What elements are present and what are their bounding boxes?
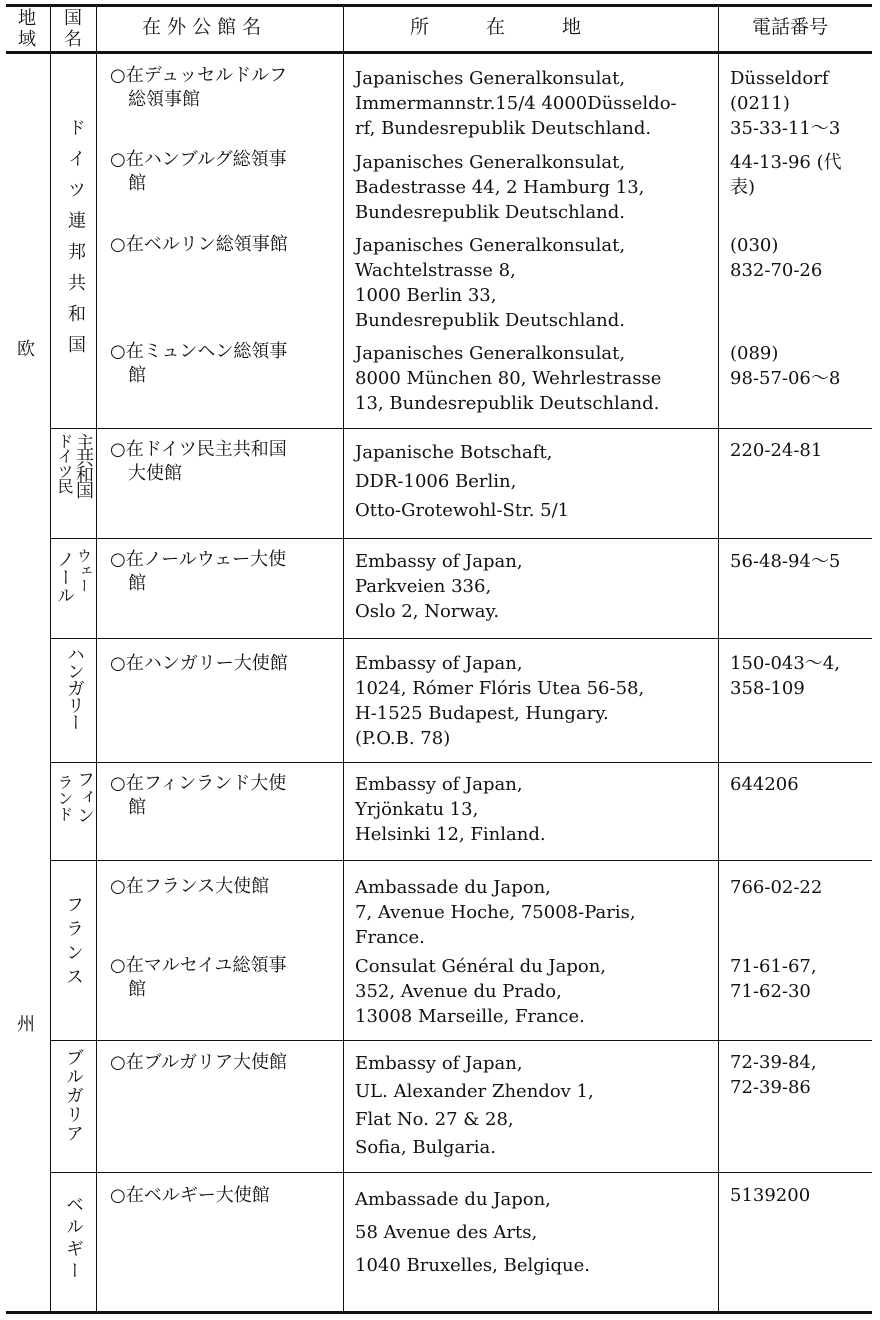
mission-phone: 71-61-67, 71-62-30 (730, 956, 817, 1002)
country-name: ドイツ連邦共和国 (65, 118, 86, 366)
col-rule-country (96, 4, 97, 1312)
mission-name: ○在ハンブルグ総領事 館 (110, 149, 287, 194)
mission-address: Embassy of Japan, Parkveien 336, Oslo 2, Norway. (355, 551, 523, 622)
mission-name: ○在フィンランド大使 館 (110, 773, 287, 818)
table-bottom-rule (6, 1311, 872, 1314)
mission-phone: 5139200 (730, 1185, 811, 1206)
col-rule-address (718, 4, 719, 1312)
country-name: ウェー (75, 548, 93, 593)
col-rule-region (50, 4, 51, 1312)
mission-phone: 644206 (730, 774, 799, 795)
group-rule (51, 638, 872, 639)
header-location: 所 在 地 (410, 16, 582, 38)
mission-name: ○在ドイツ民主共和国 大使館 (110, 439, 287, 484)
header-bottom-rule (6, 51, 872, 54)
mission-phone: 72-39-84, 72-39-86 (730, 1052, 817, 1098)
mission-address: Embassy of Japan, Yrjönkatu 13, Helsinki 12, Finland. (355, 774, 546, 845)
mission-address: Japanisches Generalkonsulat, Badestrasse 44, 2 Hamburg 13, Bundesrepublik Deutschland. (355, 152, 645, 223)
mission-address: Consulat Général du Japon, 352, Avenue du Prado, 13008 Marseille, France. (355, 956, 607, 1027)
mission-address: Embassy of Japan, 1024, Rómer Flóris Utea 56-58, H-1525 Budapest, Hungary. (P.O.B. 78) (355, 653, 645, 749)
group-rule (51, 860, 872, 861)
header-country: 国 名 (64, 8, 82, 50)
mission-phone: (030) 832-70-26 (730, 235, 823, 281)
mission-name: ○在マルセイユ総領事 館 (110, 955, 287, 1000)
mission-address: Embassy of Japan, UL. Alexander Zhendov 1, Flat No. 27 & 28, Sofia, Bulgaria. (355, 1053, 594, 1158)
country-name: ベルギー (63, 1195, 84, 1283)
mission-address: Ambassade du Japon, 58 Avenue des Arts, 1040 Bruxelles, Belgique. (355, 1189, 591, 1276)
group-rule (51, 1040, 872, 1041)
country-name: フランス (63, 895, 84, 991)
mission-phone: 44-13-96 (代 表) (730, 152, 842, 198)
mission-name: ○在ベルギー大使館 (110, 1185, 270, 1206)
mission-address: Japanisches Generalkonsulat, Immermannstr.15/4 4000Düsseldo- rf, Bundesrepublik Deutschland. (355, 68, 677, 139)
mission-name: ○在ベルリン総領事館 (110, 234, 288, 255)
country-name: ブルガリア (63, 1048, 84, 1143)
table-top-rule (6, 4, 872, 7)
country-name: ハンガリー (64, 645, 85, 730)
region-label: 州 (17, 1014, 35, 1035)
country-name: 主共和国 (73, 433, 94, 497)
mission-name: ○在ハンガリー大使館 (110, 653, 288, 674)
group-rule (51, 428, 872, 429)
group-rule (51, 762, 872, 763)
mission-phone: 56-48-94～5 (730, 551, 841, 572)
mission-address: Ambassade du Japon, 7, Avenue Hoche, 75008-Paris, France. (355, 877, 636, 948)
mission-phone: (089) 98-57-06～8 (730, 343, 841, 389)
header-phone: 電話番号 (752, 16, 829, 38)
country-name: フィン (74, 770, 95, 824)
country-name: ランド (55, 774, 74, 822)
header-mission: 在 外 公 館 名 (142, 16, 262, 38)
country-name: ノール (54, 550, 75, 604)
mission-phone: 150-043～4, 358-109 (730, 653, 840, 699)
mission-name: ○在ブルガリア大使館 (110, 1052, 287, 1073)
country-name: ドイツ民 (55, 433, 74, 493)
mission-name: ○在ミュンヘン総領事 館 (110, 341, 288, 386)
group-rule (51, 538, 872, 539)
mission-address: Japanisches Generalkonsulat, 8000 München 80, Wehrlestrasse 13, Bundesrepublik Deutschland. (355, 343, 662, 414)
mission-phone: Düsseldorf (0211) 35-33-11～3 (730, 68, 841, 139)
col-rule-mission (343, 4, 344, 1312)
region-label: 欧 (17, 339, 35, 360)
mission-name: ○在デュッセルドルフ 総領事館 (110, 65, 288, 110)
mission-address: Japanisches Generalkonsulat, Wachtelstrasse 8, 1000 Berlin 33, Bundesrepublik Deutschland. (355, 235, 626, 331)
group-rule (51, 1172, 872, 1173)
mission-phone: 220-24-81 (730, 440, 823, 461)
mission-name: ○在ノールウェー大使 館 (110, 549, 287, 594)
mission-phone: 766-02-22 (730, 877, 823, 898)
mission-name: ○在フランス大使館 (110, 876, 270, 897)
header-region: 地 域 (18, 8, 36, 50)
mission-address: Japanische Botschaft, DDR-1006 Berlin, Otto-Grotewohl-Str. 5/1 (355, 442, 570, 521)
